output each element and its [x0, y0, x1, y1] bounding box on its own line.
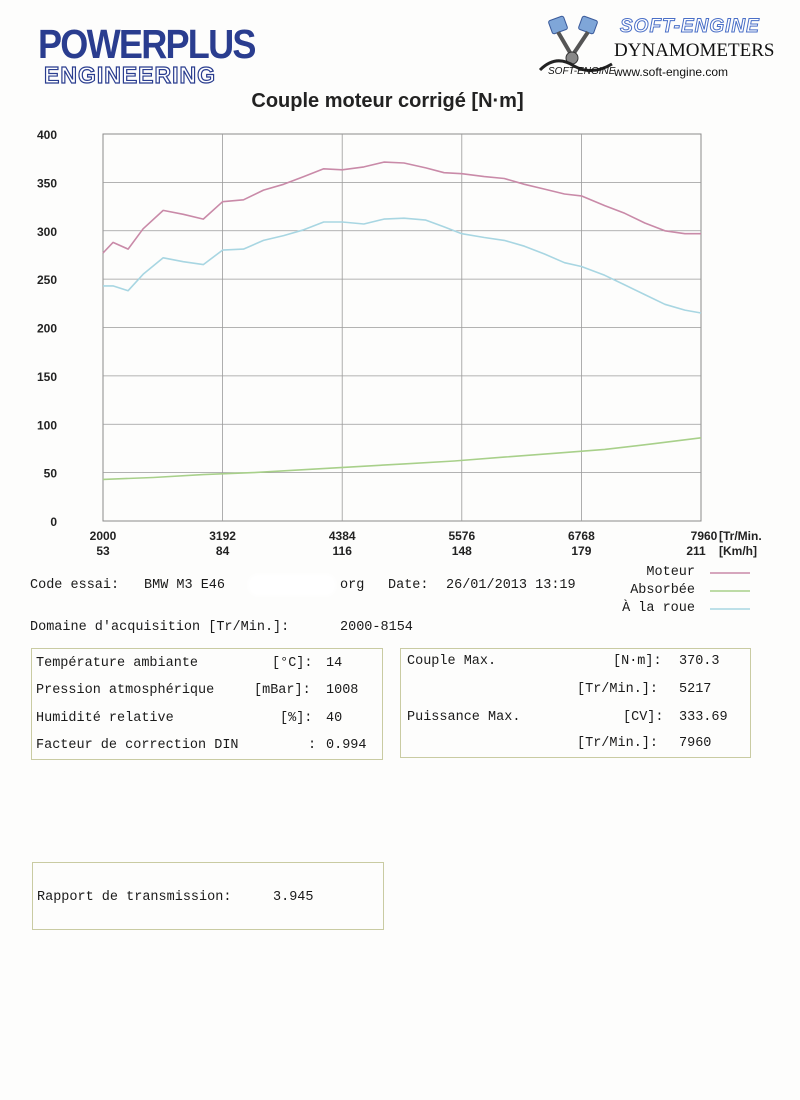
logo-left-line1: POWERPLUS — [38, 21, 255, 67]
legend-swatches — [708, 565, 752, 619]
conditions-box — [31, 648, 383, 760]
y-tick-label: 150 — [36, 369, 57, 384]
results-box — [400, 648, 751, 758]
x-tick-label-secondary: 84 — [215, 544, 230, 558]
y-tick-label: 250 — [36, 273, 57, 288]
condition-value: 1008 — [326, 683, 359, 698]
result-value: 370.3 — [679, 654, 720, 669]
legend-label-absorbee: Absorbée — [630, 583, 695, 598]
date-value: 26/01/2013 13:19 — [446, 578, 576, 593]
transmission-label: Rapport de transmission: — [37, 890, 232, 905]
test-code-value: BMW M3 E46 — [144, 578, 226, 593]
result-label: Couple Max. — [407, 654, 497, 669]
x-tick-label-secondary: 211 — [686, 544, 706, 558]
soft-engine-brand: SOFT-ENGINE — [620, 16, 760, 37]
x-tick-label: 5576 — [448, 529, 476, 543]
test-code-suffix: org — [340, 578, 365, 593]
legend-label-roue: À la roue — [622, 601, 695, 616]
condition-value: 40 — [326, 711, 343, 726]
condition-unit: : — [308, 738, 317, 753]
series-line-absorbee — [103, 438, 701, 480]
series-line-roue — [103, 218, 701, 313]
result-value: 5217 — [679, 682, 712, 697]
legend-label-moteur: Moteur — [646, 565, 695, 580]
result-unit: [Tr/Min.]: — [577, 736, 659, 751]
x-tick-label: 4384 — [328, 529, 356, 543]
x-tick-label-secondary: 148 — [451, 544, 472, 558]
soft-engine-logo — [530, 14, 775, 84]
y-tick-label: 400 — [36, 128, 57, 142]
x-tick-label: 3192 — [209, 529, 236, 543]
series-line-moteur — [103, 162, 701, 253]
chart-labels — [37, 128, 762, 558]
dynamometers-text: DYNAMOMETERS — [614, 40, 775, 61]
date-label: Date: — [388, 578, 429, 593]
y-tick-label: 50 — [43, 466, 57, 481]
condition-unit: [mBar]: — [254, 683, 311, 698]
x-unit-primary: [Tr/Min. — [719, 529, 762, 543]
y-tick-label: 200 — [36, 321, 57, 336]
acquisition-domain-value: 2000-8154 — [340, 620, 413, 635]
x-tick-label-secondary: 116 — [332, 544, 352, 558]
transmission-box — [32, 862, 384, 930]
website-url: www.soft-engine.com — [614, 65, 729, 79]
condition-label: Température ambiante — [36, 656, 199, 671]
result-value: 333.69 — [679, 710, 728, 725]
x-unit-secondary: [Km/h] — [719, 544, 757, 558]
acquisition-domain-label: Domaine d'acquisition [Tr/Min.]: — [30, 620, 290, 635]
result-label: Puissance Max. — [407, 710, 521, 725]
soft-engine-small: SOFT-ENGINE — [548, 66, 616, 77]
x-tick-label-secondary: 179 — [571, 544, 592, 558]
condition-value: 0.994 — [326, 738, 367, 753]
y-tick-label: 0 — [50, 515, 57, 529]
test-code-label: Code essai: — [30, 578, 120, 593]
condition-label: Humidité relative — [36, 711, 174, 726]
condition-label: Pression atmosphérique — [36, 683, 215, 698]
x-tick-label: 6768 — [568, 529, 595, 543]
chart-grid — [103, 134, 701, 521]
condition-label: Facteur de correction DIN — [36, 738, 239, 753]
result-value: 7960 — [679, 736, 712, 751]
y-tick-label: 350 — [36, 176, 57, 191]
y-tick-label: 100 — [36, 418, 57, 433]
redacted-area — [248, 574, 336, 596]
x-tick-label-secondary: 53 — [96, 544, 110, 558]
x-tick-label: 2000 — [89, 529, 117, 543]
chart-title: Couple moteur corrigé [N·m] — [251, 90, 524, 112]
result-unit: [Tr/Min.]: — [577, 682, 659, 697]
x-tick-label: 7960 — [690, 529, 718, 543]
transmission-value: 3.945 — [273, 890, 314, 905]
logo-left-line2: ENGINEERING — [44, 62, 217, 88]
chart-series — [103, 162, 701, 479]
powerplus-logo — [38, 21, 255, 90]
condition-unit: [°C]: — [272, 656, 313, 671]
result-unit: [N·m]: — [613, 654, 662, 669]
result-unit: [CV]: — [623, 710, 664, 725]
condition-unit: [%]: — [280, 711, 313, 726]
torque-chart — [0, 120, 800, 560]
piston-icon — [536, 14, 616, 74]
condition-value: 14 — [326, 656, 343, 671]
y-tick-label: 300 — [36, 224, 57, 239]
